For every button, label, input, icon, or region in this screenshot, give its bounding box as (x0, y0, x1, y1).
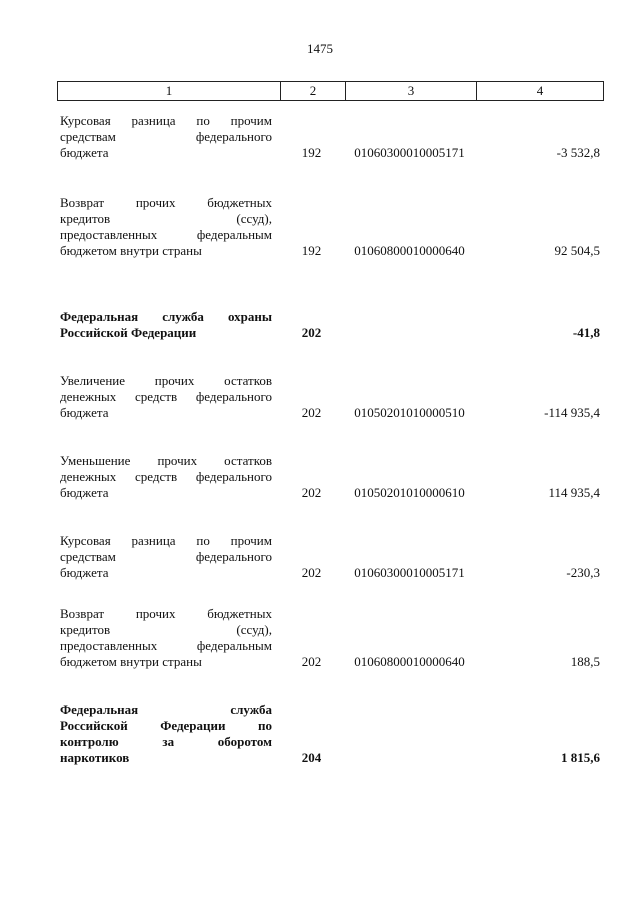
row-name-line: денежных средств федерального (60, 389, 272, 404)
row-name-line: бюджета (60, 145, 109, 160)
row-name-line: Российской Федерации (60, 325, 197, 340)
row-kbk: 01050201010000610 (354, 485, 465, 500)
row-amount: 188,5 (570, 654, 600, 669)
row-name (60, 373, 272, 421)
row-name-line: предоставленных федеральным (60, 227, 272, 242)
row-kbk: 01060300010005171 (354, 145, 465, 160)
row-name-line: бюджета (60, 565, 109, 580)
header-col-4: 4 (476, 82, 603, 100)
row-amount: -41,8 (572, 325, 600, 340)
row-amount: 1 815,6 (561, 750, 600, 765)
row-name-line: бюджетом внутри страны (60, 654, 202, 669)
table-row (57, 373, 604, 421)
row-name-line: Курсовая разница по прочим (60, 533, 272, 548)
row-name-line: кредитов (ссуд), (60, 211, 272, 226)
row-code: 202 (301, 325, 322, 340)
row-name (60, 606, 272, 670)
row-name (60, 702, 272, 766)
row-name (60, 195, 272, 259)
row-code: 202 (301, 405, 322, 420)
row-name-line: Федеральная служба охраны (60, 309, 272, 324)
row-name (60, 113, 272, 161)
row-code: 202 (301, 565, 322, 580)
header-col-1: 1 (165, 83, 173, 98)
row-name-line: Российской Федерации по (60, 718, 272, 733)
row-name-line: бюджета (60, 485, 109, 500)
row-amount: -230,3 (566, 565, 600, 580)
row-name (60, 533, 272, 581)
row-code: 192 (301, 145, 322, 160)
table-header (57, 81, 604, 101)
row-name-line: Федеральная служба (60, 702, 272, 717)
row-name (60, 309, 272, 341)
row-name-line: денежных средств федерального (60, 469, 272, 484)
row-name (60, 453, 272, 501)
row-name-line: средствам федерального (60, 129, 272, 144)
row-name-line: Возврат прочих бюджетных (60, 195, 272, 210)
row-kbk: 01060300010005171 (354, 565, 465, 580)
row-name-line: Увеличение прочих остатков (60, 373, 272, 388)
row-code: 202 (301, 485, 322, 500)
row-name-line: Курсовая разница по прочим (60, 113, 272, 128)
row-name-line: контролю за оборотом (60, 734, 272, 749)
row-amount: -114 935,4 (544, 405, 600, 420)
row-amount: 114 935,4 (548, 485, 600, 500)
row-name-line: Уменьшение прочих остатков (60, 453, 272, 468)
row-name-line: кредитов (ссуд), (60, 622, 272, 637)
row-code: 202 (301, 654, 322, 669)
table-row (57, 113, 604, 161)
row-name-line: бюджетом внутри страны (60, 243, 202, 258)
row-kbk: 01050201010000510 (354, 405, 465, 420)
row-code: 192 (301, 243, 322, 258)
row-amount: 92 504,5 (554, 243, 600, 258)
table-row (57, 195, 604, 259)
table-row (57, 702, 604, 766)
row-code: 204 (301, 750, 322, 765)
row-kbk: 01060800010000640 (354, 243, 465, 258)
row-name-line: Возврат прочих бюджетных (60, 606, 272, 621)
row-name-line: бюджета (60, 405, 109, 420)
table-row (57, 533, 604, 581)
header-col-2: 2 (280, 82, 345, 100)
row-name-line: средствам федерального (60, 549, 272, 564)
row-name-line: предоставленных федеральным (60, 638, 272, 653)
row-amount: -3 532,8 (556, 145, 600, 160)
row-kbk: 01060800010000640 (354, 654, 465, 669)
table-row (57, 309, 604, 341)
page-number: 1475 (307, 41, 333, 56)
table-row (57, 453, 604, 501)
row-name-line: наркотиков (60, 750, 130, 765)
table-row (57, 606, 604, 670)
header-col-3: 3 (345, 82, 476, 100)
